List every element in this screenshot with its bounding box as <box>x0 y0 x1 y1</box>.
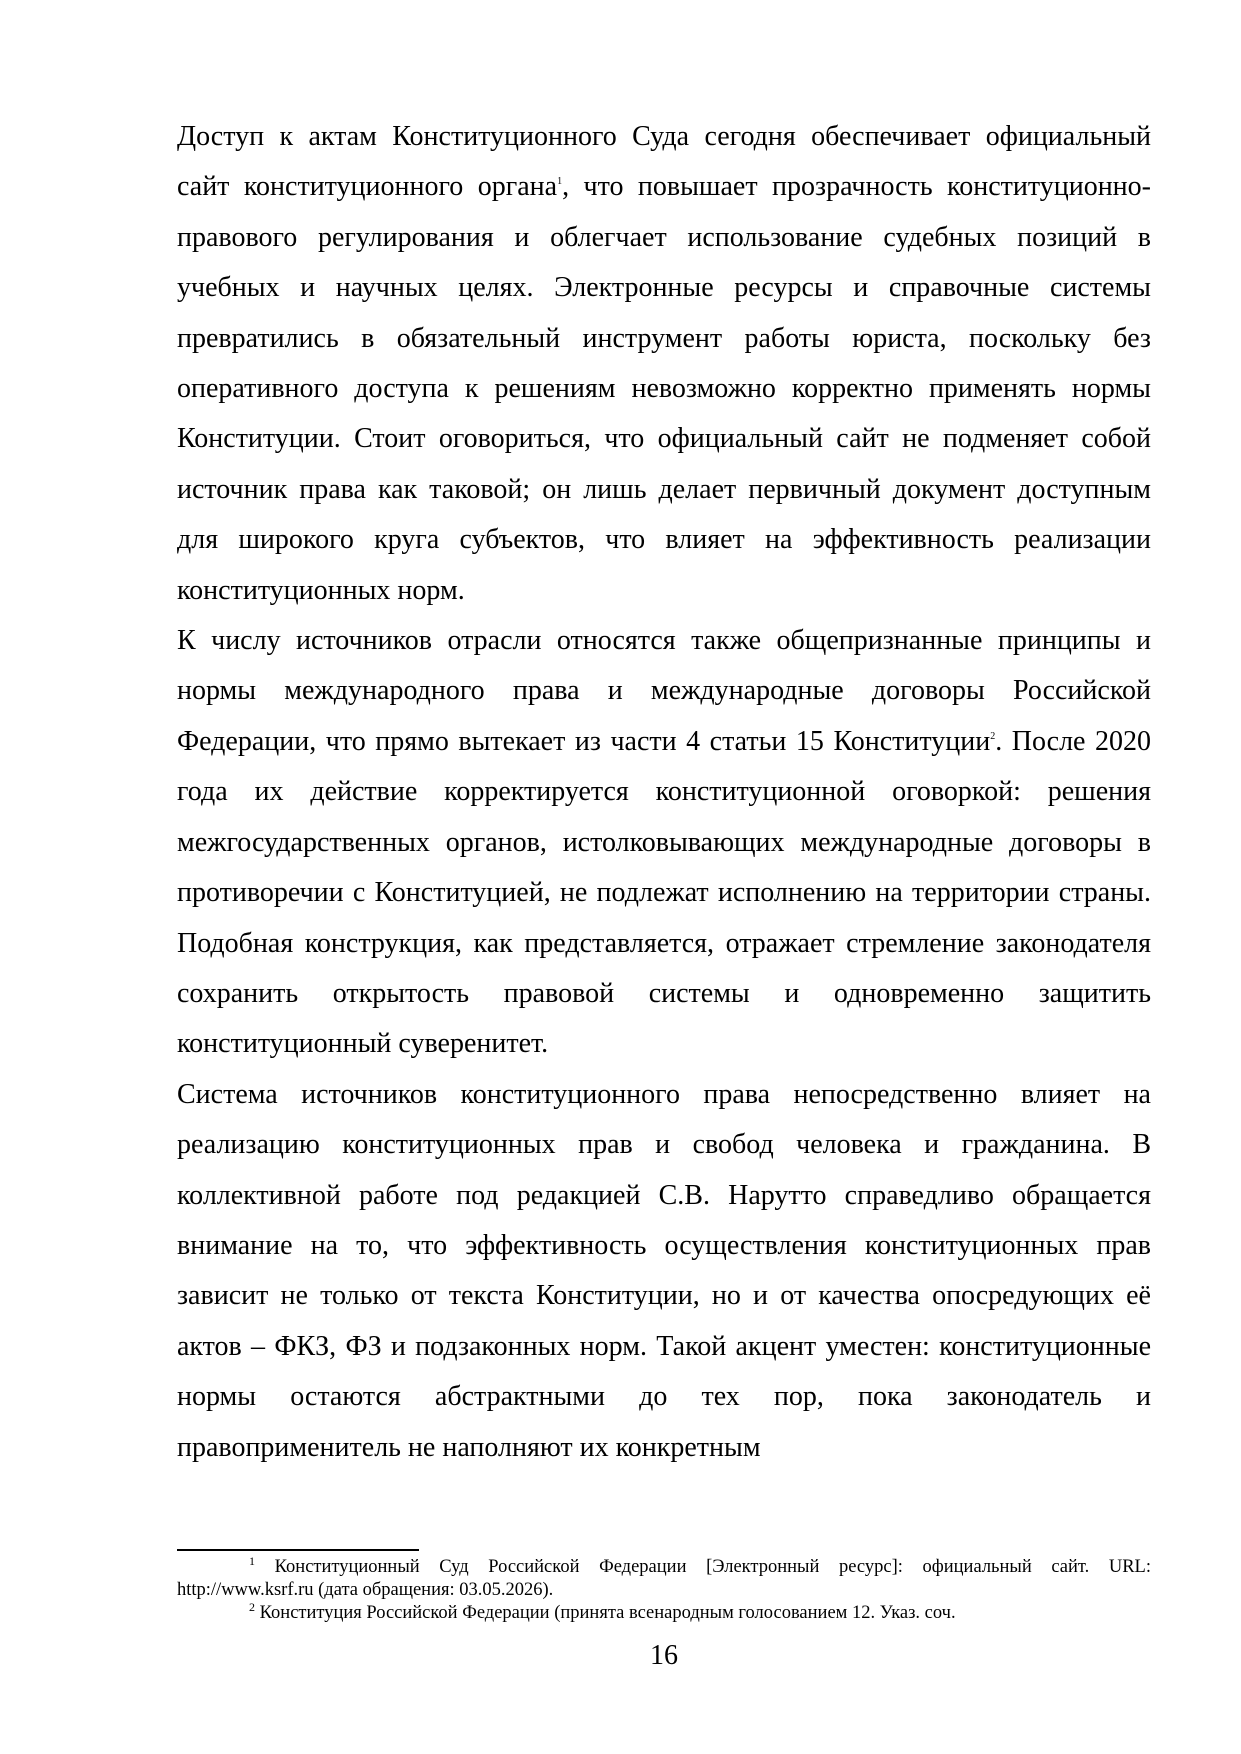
paragraph-1-text-after-ref: , что повышает прозрачность конституционно-правового регулирования и облегчает использование судебных позиций в учебных и научных целях. Электронные ресурсы и справочные системы превратились в обязательный инструмент работы юриста, поскольку без оперативного доступа к решениям невозможно корректно применять нормы Конституции. Стоит оговориться, что официальный сайт не подменяет собой источник права как таковой; он лишь делает первичный документ доступным для широкого круга субъектов, что влияет на эффективность реализации конституционных норм. <box>177 171 1151 606</box>
footnote-1 <box>177 1556 1151 1602</box>
page-number: 16 <box>650 1640 678 1671</box>
footnote-2-text: Конституция Российской Федерации (принята всенародным голосованием 12. Указ. соч. <box>255 1603 956 1623</box>
body-text <box>177 112 1151 1473</box>
footnote-2 <box>177 1602 1151 1625</box>
footnote-2-number: 2 <box>249 1600 255 1614</box>
footnote-separator <box>177 1549 419 1551</box>
footnote-1-text: Конституционный Суд Российской Федерации [Электронный ресурс]: официальный сайт. URL: http://www.ksrf.ru (дата обращения: 03.05.2026). <box>177 1557 1151 1600</box>
paragraph-1 <box>177 112 1151 616</box>
footnote-ref-2[interactable]: 2 <box>990 730 996 742</box>
footnotes <box>177 1556 1151 1625</box>
paragraph-3: Система источников конституционного права непосредственно влияет на реализацию конституционных прав и свобод человека и гражданина. В коллективной работе под редакцией С.В. Нарутто справедливо обращается внимание на то, что эффективность осуществления конституционных прав зависит не только от текста Конституции, но и от качества опосредующих её актов – ФКЗ, ФЗ и подзаконных норм. Такой акцент уместен: конституционные нормы остаются абстрактными до тех пор, пока законодатель и правоприменитель не наполняют их конкретным <box>177 1078 1151 1463</box>
footnote-1-number: 1 <box>249 1554 255 1568</box>
paragraph-2 <box>177 616 1151 1070</box>
paragraph-2-text-after-ref: . После 2020 года их действие корректируется конституционной оговоркой: решения межгосударственных органов, истолковывающих международные договоры в противоречии с Конституцией, не подлежат исполнению на территории страны. Подобная конструкция, как представляется, отражает стремление законодателя сохранить открытость правовой системы и одновременно защитить конституционный суверенитет. <box>177 725 1152 1060</box>
paragraph-1-text-before-ref: Доступ к актам Конституционного Суда сегодня обеспечивает официальный сайт конституционного органа <box>177 121 1151 203</box>
footnote-ref-1[interactable]: 1 <box>557 176 563 188</box>
paragraph-2-text-before-ref: К числу источников отрасли относятся также общепризнанные принципы и нормы международного права и международные договоры Российской Федерации, что прямо вытекает из части 4 статьи 15 Конституции <box>177 625 1151 757</box>
